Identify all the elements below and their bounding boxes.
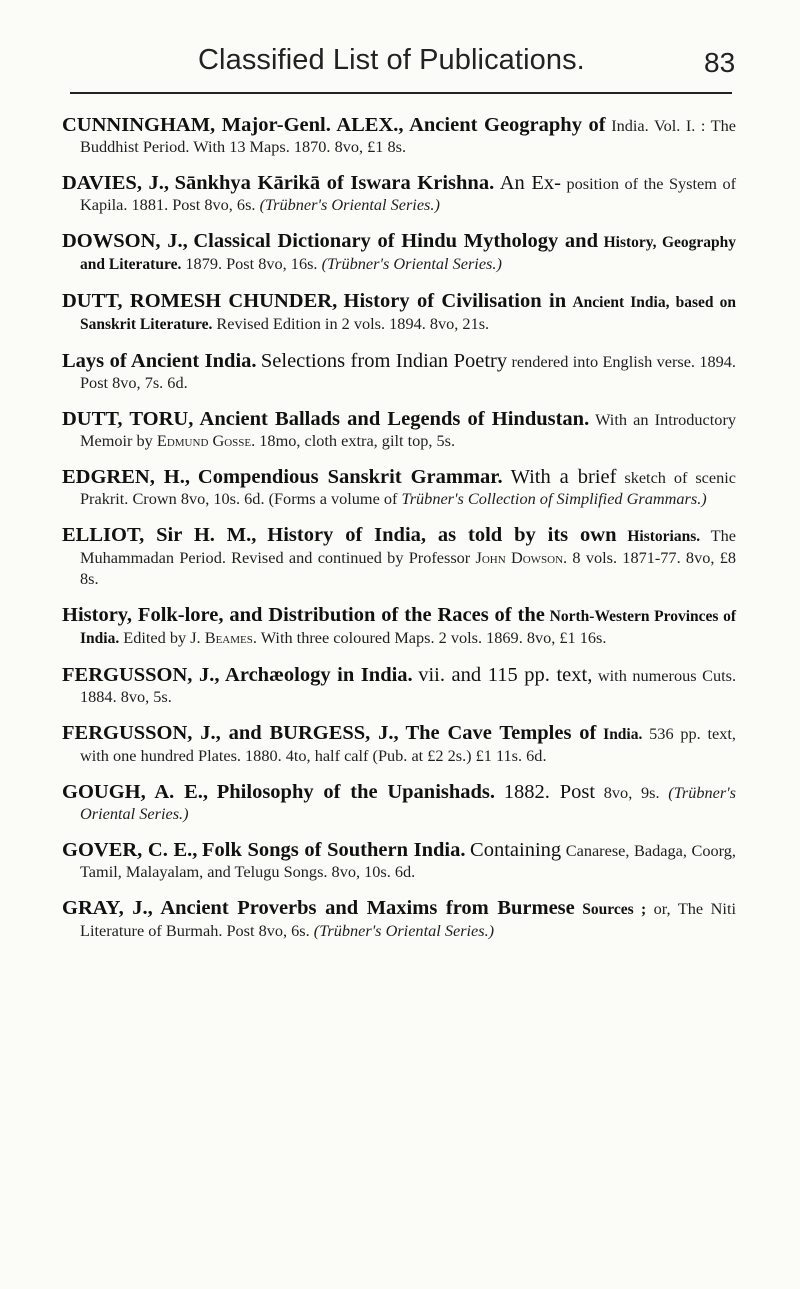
entry-lead: With a brief xyxy=(510,466,617,488)
entry-title: Ancient Geography of xyxy=(409,114,606,136)
entry-lead: 1882. Post xyxy=(503,781,596,803)
publication-entry xyxy=(62,605,736,649)
entry-title: Philosophy of the Upanishads. xyxy=(216,781,496,803)
entry-details: 1879. Post 8vo, 16s. xyxy=(185,254,318,273)
entry-author: FERGUSSON, J., and BURGESS, J., xyxy=(62,722,399,744)
entry-details: India. Vol. I. : The Buddhist Period. With 13 Maps. 1870. 8vo, £1 8s. xyxy=(80,116,736,156)
entry-series: (Trübner's Oriental Series.) xyxy=(259,195,440,214)
publication-entry xyxy=(62,665,736,707)
entry-title: Archæology in India. xyxy=(225,664,413,686)
entry-author: GRAY, J., xyxy=(62,897,153,919)
entry-author: DUTT, TORU, xyxy=(62,408,194,430)
entry-title: The Cave Temples of xyxy=(405,722,597,744)
entry-title: History of Civilisation in xyxy=(343,290,567,312)
entry-lead: Containing xyxy=(470,839,562,861)
entry-subtitle: India. xyxy=(603,726,643,743)
entry-subtitle: History, Geography and Literature. xyxy=(80,234,737,273)
entry-person-name: Edmund Gosse. xyxy=(156,431,256,450)
entry-details: Revised Edition in 2 vols. 1894. 8vo, 21s. xyxy=(216,314,490,333)
entry-title: Lays of Ancient India. xyxy=(62,350,257,372)
entry-details: or, The Niti Literature of Burmah. Post 8vo, 6s. xyxy=(80,899,736,940)
entry-subtitle: Ancient India, based on Sanskrit Literature. xyxy=(80,294,736,333)
entry-author: DAVIES, J., xyxy=(62,172,170,194)
publication-entry xyxy=(62,291,736,335)
entry-author: FERGUSSON, J., xyxy=(62,664,220,686)
entry-lead: Selections from Indian Poetry xyxy=(260,350,508,372)
entry-details-pre: With an Introductory Memoir by xyxy=(80,410,737,450)
entry-title: History of India, as told by its own xyxy=(267,524,617,546)
entry-lead: An Ex- xyxy=(499,172,561,194)
publication-list xyxy=(62,115,736,957)
entry-subtitle: Historians. xyxy=(627,528,701,545)
entry-title: Sānkhya Kārikā of Iswara Krishna. xyxy=(174,172,495,194)
publication-entry xyxy=(62,840,736,882)
entry-details: Canarese, Badaga, Coorg, Tamil, Malayalam, and Telugu Songs. 8vo, 10s. 6d. xyxy=(80,841,736,881)
entry-series: (Trübner's Oriental Series.) xyxy=(80,783,736,823)
entry-details: with numerous Cuts. 1884. 8vo, 5s. xyxy=(80,666,737,706)
entry-details: rendered into English verse. 1894. Post 8vo, 7s. 6d. xyxy=(80,352,736,392)
entry-details: position of the System of Kapila. 1881. Post 8vo, 6s. xyxy=(80,174,737,214)
entry-details-pre: Edited by J. xyxy=(123,628,201,647)
entry-author: DUTT, ROMESH CHUNDER, xyxy=(62,290,338,312)
publication-entry xyxy=(62,782,736,824)
entry-details: With three coloured Maps. 2 vols. 1869. 8vo, £1 16s. xyxy=(260,628,607,647)
entry-title: Classical Dictionary of Hindu Mythology and xyxy=(193,230,598,252)
header-rule xyxy=(70,92,732,94)
entry-author: EDGREN, H., xyxy=(62,466,190,488)
entry-details: 8vo, 9s. xyxy=(603,783,660,802)
entry-title: Compendious Sanskrit Grammar. xyxy=(197,466,503,488)
entry-author: GOUGH, A. E., xyxy=(62,781,209,803)
page-header xyxy=(0,0,800,80)
entry-person-name: Beames. xyxy=(204,628,257,647)
publication-entry xyxy=(62,723,736,766)
entry-details: sketch of scenic Prakrit. Crown 8vo, 10s. 6d. (Forms a volume of xyxy=(80,468,736,508)
entry-details: 536 pp. text, with one hundred Plates. 1880. 4to, half calf (Pub. at £2 2s.) £1 11s. 6d. xyxy=(80,724,736,765)
entry-series: Trübner's Collection of Simplified Grammars.) xyxy=(401,489,707,508)
entry-details-pre: The Muhammadan Period. Revised and continued by Professor xyxy=(80,526,736,567)
entry-series: (Trübner's Oriental Series.) xyxy=(321,254,502,273)
entry-subtitle: North-Western Provinces of India. xyxy=(80,608,736,647)
publication-entry xyxy=(62,231,736,275)
entry-author: GOVER, C. E., xyxy=(62,839,198,861)
entry-details: 18mo, cloth extra, gilt top, 5s. xyxy=(259,431,456,450)
entry-person-name: John Dowson. xyxy=(475,548,568,567)
publication-entry xyxy=(62,115,736,157)
entry-author: DOWSON, J., xyxy=(62,230,188,252)
entry-series: (Trübner's Oriental Series.) xyxy=(313,921,495,940)
publication-entry xyxy=(62,467,736,509)
entry-title: Ancient Ballads and Legends of Hindustan. xyxy=(199,408,590,430)
running-title: Classified List of Publications. xyxy=(198,44,585,76)
entry-lead: vii. and 115 pp. text, xyxy=(418,664,593,686)
entry-author: ELLIOT, Sir H. M., xyxy=(62,524,257,546)
entry-subtitle: Sources ; xyxy=(582,901,647,918)
publication-entry xyxy=(62,409,736,451)
entry-title: History, Folk-lore, and Distribution of the Races of the xyxy=(62,604,545,626)
publication-entry xyxy=(62,525,736,589)
entry-title: Folk Songs of Southern India. xyxy=(202,839,466,861)
entry-details: 8 vols. 1871-77. 8vo, £8 8s. xyxy=(80,548,736,588)
entry-title: Ancient Proverbs and Maxims from Burmese xyxy=(160,897,575,919)
entry-author: CUNNINGHAM, Major-Genl. ALEX., xyxy=(62,114,404,136)
publication-entry xyxy=(62,898,736,941)
publication-entry xyxy=(62,351,736,393)
page-number: 83 xyxy=(704,47,736,78)
publication-entry xyxy=(62,173,736,215)
